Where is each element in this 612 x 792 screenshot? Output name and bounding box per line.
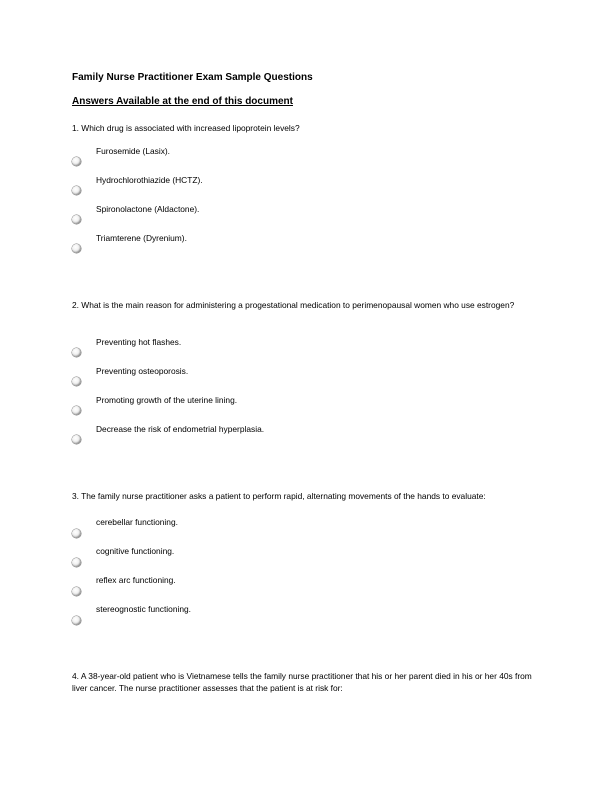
q1-option-4-radio[interactable] xyxy=(72,244,81,253)
question-1-text: 1. Which drug is associated with increased lipoprotein levels? xyxy=(72,123,300,133)
q3-option-2-radio[interactable] xyxy=(72,558,81,567)
q3-option-4-label: stereognostic functioning. xyxy=(96,604,191,614)
question-2-text: 2. What is the main reason for administering a progestational medication to perimenopausal women who use estrogen? xyxy=(72,300,515,310)
q2-option-1-radio[interactable] xyxy=(72,348,81,357)
q1-option-3-radio[interactable] xyxy=(72,215,81,224)
q3-option-4-radio[interactable] xyxy=(72,616,81,625)
q1-option-1-radio[interactable] xyxy=(72,157,81,166)
q2-option-4-radio[interactable] xyxy=(72,435,81,444)
q1-option-2-label: Hydrochlorothiazide (HCTZ). xyxy=(96,175,203,185)
question-3-text: 3. The family nurse practitioner asks a patient to perform rapid, alternating movements of the hands to evaluate: xyxy=(72,491,486,501)
q3-option-1-radio[interactable] xyxy=(72,529,81,538)
q3-option-3-radio[interactable] xyxy=(72,587,81,596)
question-4-text: 4. A 38-year-old patient who is Vietnamese tells the family nurse practitioner that his or her parent died in his or her 40s from liver cancer. The nurse practitioner assesses that the patient is at risk for: xyxy=(72,671,532,693)
q1-option-2-radio[interactable] xyxy=(72,186,81,195)
q2-option-3-radio[interactable] xyxy=(72,406,81,415)
q2-option-1-label: Preventing hot flashes. xyxy=(96,337,182,347)
q1-option-3-label: Spironolactone (Aldactone). xyxy=(96,204,200,214)
q3-option-3-label: reflex arc functioning. xyxy=(96,575,176,585)
q2-option-4-label: Decrease the risk of endometrial hyperplasia. xyxy=(96,424,265,434)
q3-option-2-label: cognitive functioning. xyxy=(96,546,175,556)
q1-option-1-label: Furosemide (Lasix). xyxy=(96,146,171,156)
q2-option-2-label: Preventing osteoporosis. xyxy=(96,366,189,376)
q2-option-2-radio[interactable] xyxy=(72,377,81,386)
q2-option-3-label: Promoting growth of the uterine lining. xyxy=(96,395,238,405)
document-subtitle: Answers Available at the end of this document xyxy=(72,96,293,107)
q3-option-1-label: cerebellar functioning. xyxy=(96,517,178,527)
q1-option-4-label: Triamterene (Dyrenium). xyxy=(96,233,187,243)
document-title: Family Nurse Practitioner Exam Sample Questions xyxy=(72,72,313,83)
